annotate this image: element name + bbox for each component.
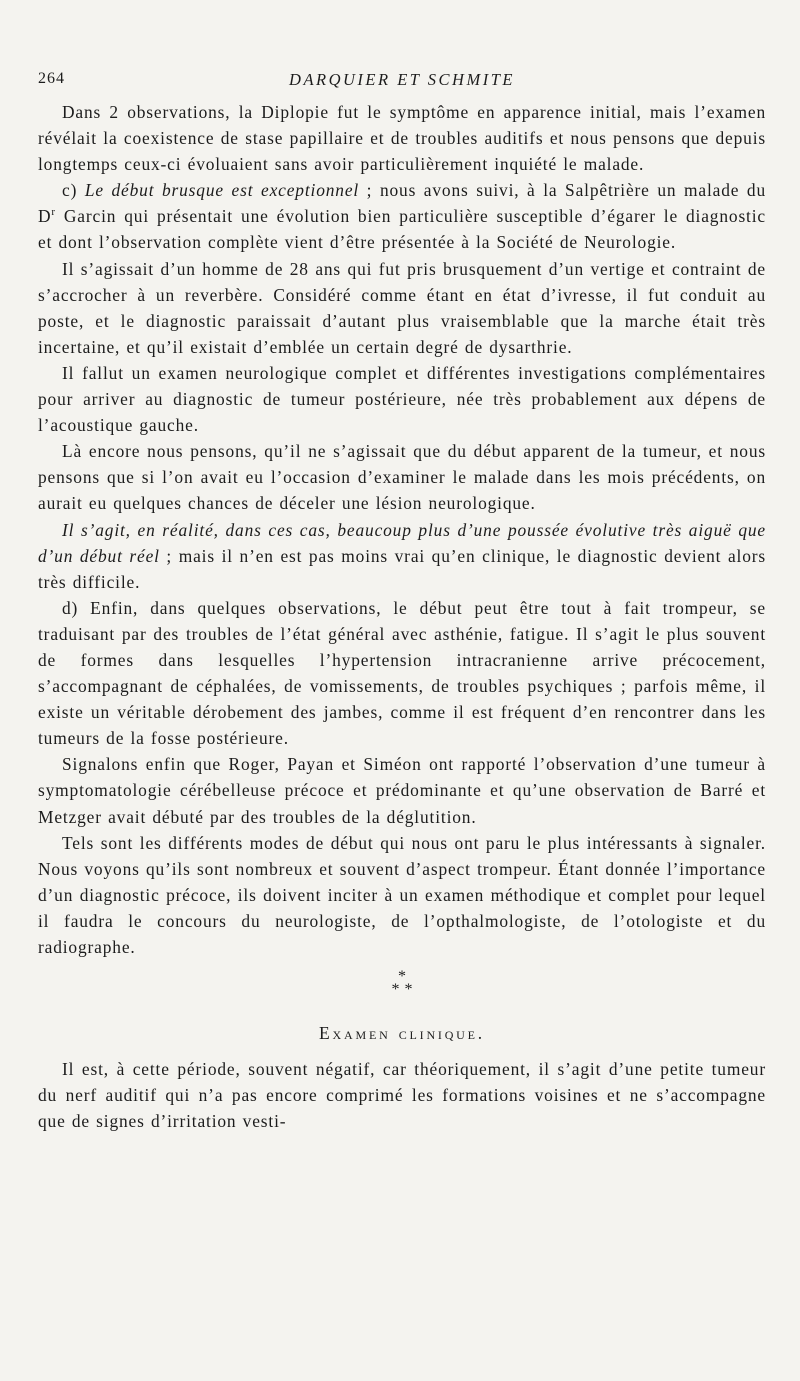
running-title: DARQUIER ET SCHMITE [289,70,515,89]
page-header [38,70,766,92]
asterism-bottom: * * [391,981,413,999]
page-number: 264 [38,70,65,87]
paragraph-6 [38,517,766,595]
italic-statement: Il s’agit, en réalité, dans ces cas, beaucoup plus d’une poussée évolutive très aiguë que d’un début réel [38,519,766,566]
paragraph-7: d) Enfin, dans quelques observations, le début peut être tout à fait trompeur, se traduisant par des troubles de l’état général avec asthénie, fatigue. Il s’agit le plus souvent de formes dans lesquelles l’hypertension intracranienne arrive précocement, s’accompagnant de céphalées, de vomissements, de troubles psychiques ; parfois même, il existe un véritable dérobement des jambes, comme il est fréquent d’en rencontrer dans les tumeurs de la fosse postérieure. [38,597,766,749]
asterism-top: * [398,968,406,986]
paragraph-2 [38,177,766,255]
paragraph-6-text: ; mais il n’en est pas moins vrai qu’en clinique, le diagnostic devient alors très difficile. [38,545,767,592]
section-heading: Examen clinique. [319,1023,485,1044]
paragraph-2-text-b: Garcin qui présentait une évolution bien particulière susceptible d’égarer le diagnostic et dont l’observation complète vient d’être présentée à la Société de Neurologie. [38,206,766,253]
italic-title: Le début brusque est exceptionnel [84,180,360,201]
paragraph-4: Il fallut un examen neurologique complet et différentes investigations complémentaires pour arriver au diagnostic de tumeur postérieure, née très probablement aux dépens de l’acoustique gauche. [38,362,766,436]
paragraph-9: Tels sont les différents modes de début qui nous ont paru le plus intéressants à signaler. Nous voyons qu’ils sont nombreux et souvent d’aspect trompeur. Étant donnée l’importance d’un diagnostic précoce, ils doivent inciter à un examen méthodique et complet pour lequel il faudra le concours du neurologiste, de l’opthalmologiste, de l’otologiste et du radiographe. [38,832,766,957]
paragraph-10: Il est, à cette période, souvent négatif, car théoriquement, il s’agit d’une petite tumeur du nerf auditif qui n’a pas encore comprimé les formations voisines et ne s’accompagne que de signes d’irritation vesti- [38,1059,766,1132]
paragraph-5: Là encore nous pensons, qu’il ne s’agissait que du début apparent de la tumeur, et nous pensons que si l’on avait eu l’occasion d’examiner le malade dans les mois précédents, on aurait eu quelques chances de déceler une lésion neurologique. [38,441,766,514]
item-label-c: c) [62,180,78,201]
asterism-separator [38,968,766,999]
paragraph-3: Il s’agissait d’un homme de 28 ans qui fut pris brusquement d’un vertige et contraint de s’accrocher à un reverbère. Considéré comme étant en état d’ivresse, il fut conduit au poste, et le diagnostic paraissait d’autant plus vraisemblable que la marche était très incertaine, et qu’il existait d’emblée un certain degré de dysarthrie. [38,258,766,357]
paragraph-2-text-a: ; nous avons suivi, à la Salpêtrière un malade du D [38,180,766,227]
paragraph-1: Dans 2 observations, la Diplopie fut le symptôme en apparence initial, mais l’examen révélait la coexistence de stase papillaire et de troubles auditifs et nous pensons que depuis longtemps ceux-ci évoluaient sans avoir particulièrement inquiété le malade. [38,102,766,175]
paragraph-8: Signalons enfin que Roger, Payan et Siméon ont rapporté l’observation d’une tumeur à symptomatologie cérébelleuse précoce et prédominante et qu’une observation de Barré et Metzger avait débuté par des troubles de la déglutition. [38,754,766,827]
body-text [38,99,766,1134]
superscript-r: r [51,206,56,219]
